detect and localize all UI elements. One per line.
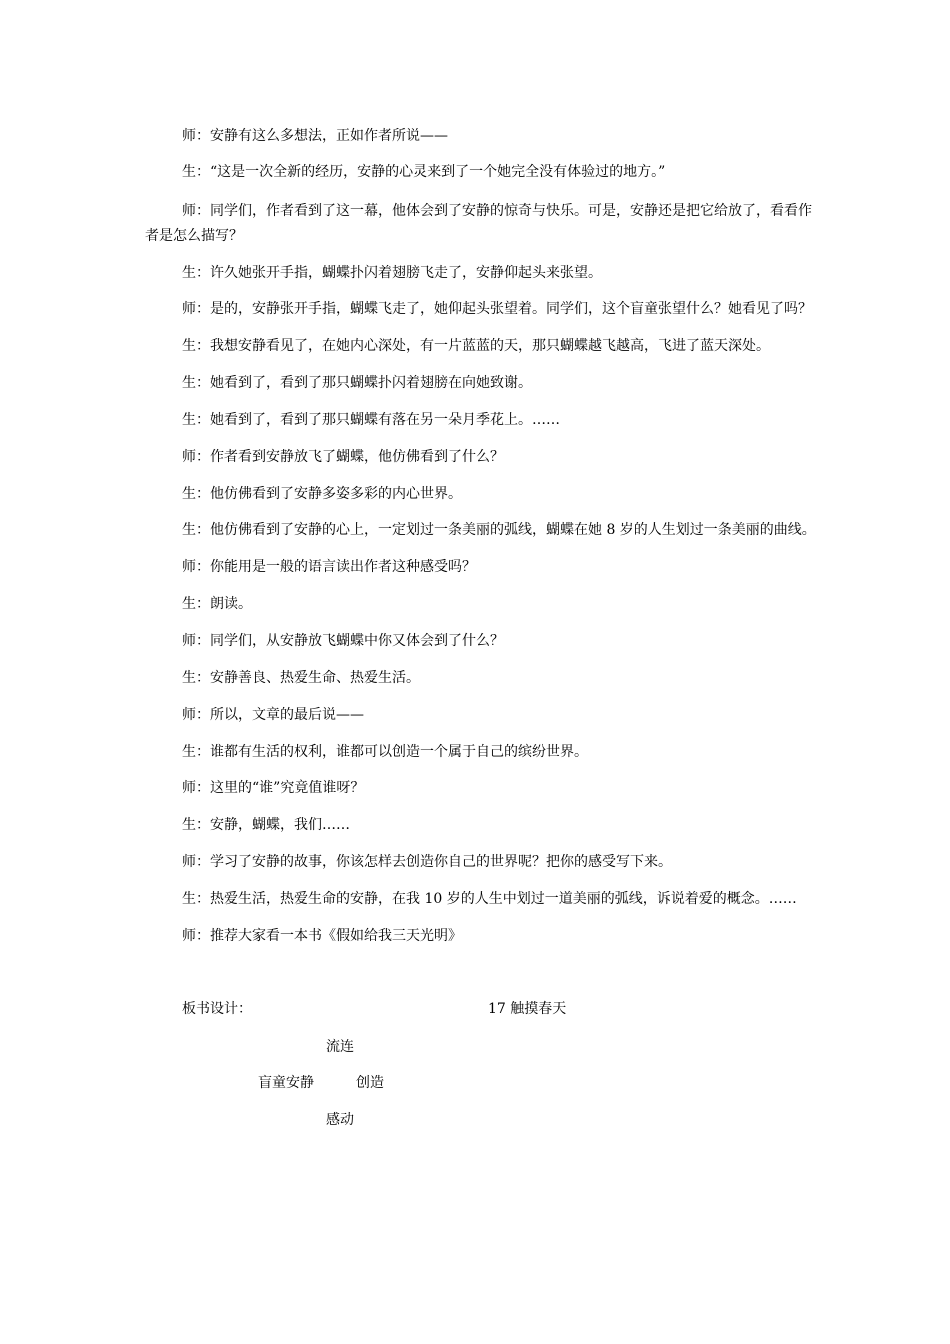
- dialogue-line: 生：“这是一次全新的经历，安静的心灵来到了一个她完全没有体验过的地方。”: [182, 164, 666, 180]
- dialogue-line: 生：朗读。: [182, 596, 252, 612]
- dialogue-paragraph: 师：同学们，作者看到了这一幕，他体会到了安静的惊奇与快乐。可是，安静还是把它给放了，看看作者是怎么描写？: [145, 203, 812, 244]
- dialogue-line: 生：安静，蝴蝶，我们……: [182, 817, 350, 833]
- dialogue-line: 生：热爱生活，热爱生命的安静，在我 10 岁的人生中划过一道美丽的弧线，诉说着爱的概念。……: [182, 891, 797, 907]
- board-item-top: 流连: [326, 1039, 354, 1055]
- board-design-label: 板书设计：: [182, 1001, 252, 1017]
- dialogue-line: 生：我想安静看见了，在她内心深处，有一片蓝蓝的天，那只蝴蝶越飞越高，飞进了蓝天深处。: [182, 338, 770, 354]
- dialogue-line: 生：她看到了，看到了那只蝴蝶有落在另一朵月季花上。……: [182, 412, 560, 428]
- dialogue-line: 师：推荐大家看一本书《假如给我三天光明》: [182, 928, 462, 944]
- dialogue-line: 师：所以，文章的最后说——: [182, 707, 364, 723]
- board-title: 17 触摸春天: [488, 1001, 567, 1017]
- dialogue-line: 生：他仿佛看到了安静多姿多彩的内心世界。: [182, 486, 462, 502]
- dialogue-line: 师：这里的“谁”究竟值谁呀？: [182, 780, 365, 796]
- dialogue-line: 师：你能用是一般的语言读出作者这种感受吗？: [182, 559, 476, 575]
- dialogue-line: 生：安静善良、热爱生命、热爱生活。: [182, 670, 420, 686]
- dialogue-line: 师：安静有这么多想法，正如作者所说——: [182, 128, 448, 144]
- dialogue-line: 师：同学们，从安静放飞蝴蝶中你又体会到了什么？: [182, 633, 504, 649]
- dialogue-line: 生：他仿佛看到了安静的心上，一定划过一条美丽的弧线，蝴蝶在她 8 岁的人生划过一条美丽的曲线。: [182, 522, 816, 538]
- dialogue-line: 师：作者看到安静放飞了蝴蝶，他仿佛看到了什么？: [182, 449, 504, 465]
- dialogue-line: 师：学习了安静的故事，你该怎样去创造你自己的世界呢？把你的感受写下来。: [182, 854, 672, 870]
- dialogue-line: 生：谁都有生活的权利，谁都可以创造一个属于自己的缤纷世界。: [182, 744, 588, 760]
- dialogue-line: 生：许久她张开手指，蝴蝶扑闪着翅膀飞走了，安静仰起头来张望。: [182, 265, 602, 281]
- board-item-bottom: 感动: [326, 1112, 354, 1128]
- dialogue-line: 生：她看到了，看到了那只蝴蝶扑闪着翅膀在向她致谢。: [182, 375, 532, 391]
- board-item-middle: 创造: [356, 1075, 384, 1091]
- board-item-center: 盲童安静: [258, 1075, 314, 1091]
- dialogue-line: 师：是的，安静张开手指，蝴蝶飞走了，她仰起头张望着。同学们，这个盲童张望什么？她看见了吗？: [182, 301, 812, 317]
